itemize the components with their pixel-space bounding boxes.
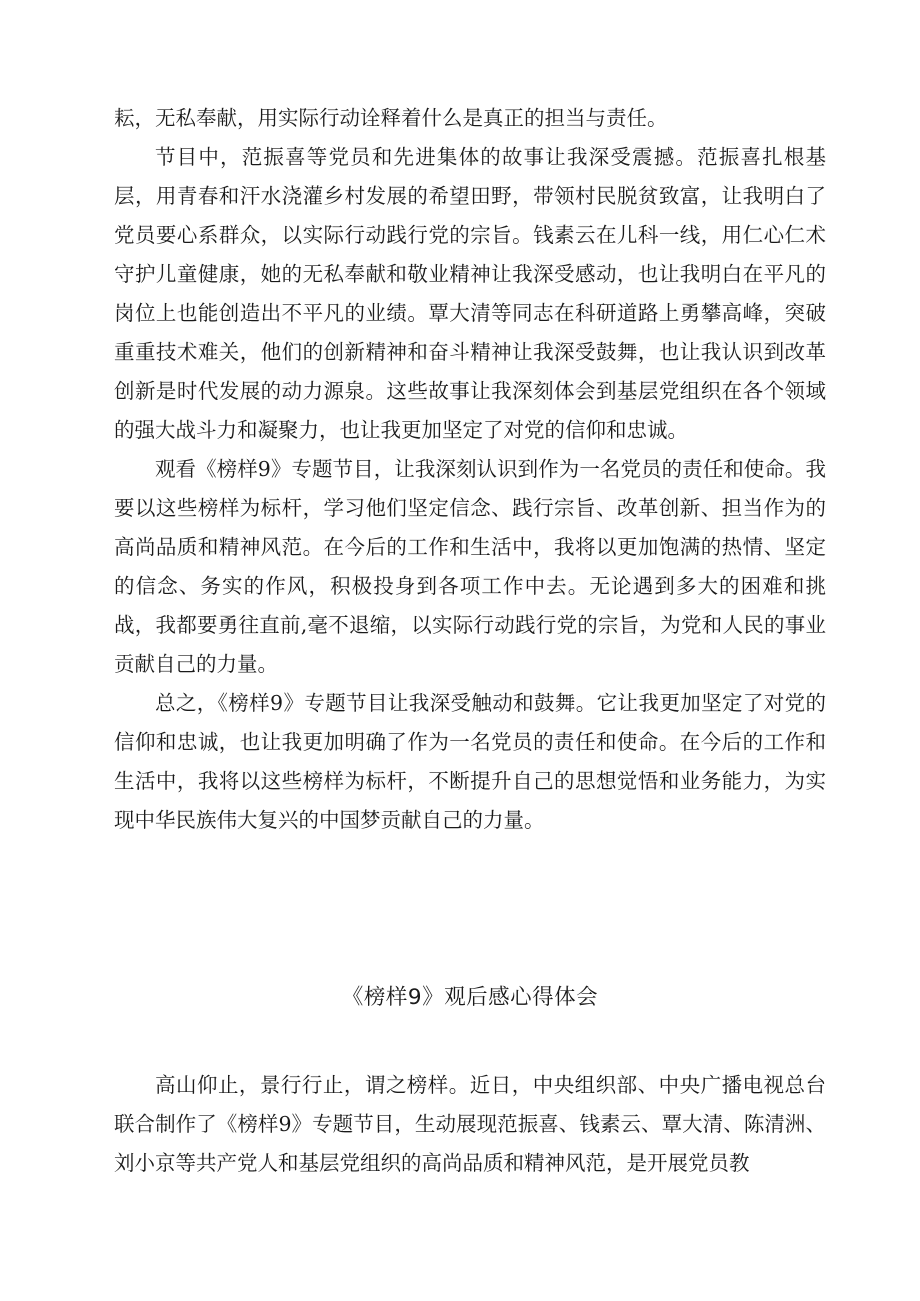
body-text-top: [114, 99, 826, 840]
paragraph: 观看《榜样9》专题节目，让我深刻认识到作为一名党员的责任和使命。我要以这些榜样为标杆，学习他们坚定信念、践行宗旨、改革创新、担当作为的高尚品质和精神风范。在今后的工作和生活中，我将以更加饱满的热情、坚定的信念、务实的作风，积极投身到各项工作中去。无论遇到多大的困难和挑战，我都要勇往直前,毫不退缩，以实际行动践行党的宗旨，为党和人民的事业贡献自己的力量。: [114, 457, 826, 676]
body-text-bottom: [114, 1066, 826, 1183]
paragraph-continuation: 耘，无私奉献，用实际行动诠释着什么是真正的担当与责任。: [114, 106, 668, 130]
paragraph: 高山仰止，景行行止，谓之榜样。近日，中央组织部、中央广播电视总台联合制作了《榜样9》专题节目，生动展现范振喜、钱素云、覃大清、陈清洲、刘小京等共产党人和基层党组织的高尚品质和精神风范，是开展党员教: [114, 1073, 826, 1175]
paragraph: 总之，《榜样9》专题节目让我深受触动和鼓舞。它让我更加坚定了对党的信仰和忠诚，也让我更加明确了作为一名党员的责任和使命。在今后的工作和生活中，我将以这些榜样为标杆，不断提升自己的思想觉悟和业务能力，为实现中华民族伟大复兴的中国梦贡献自己的力量。: [114, 691, 826, 832]
paragraph: 节目中，范振喜等党员和先进集体的故事让我深受震撼。范振喜扎根基层，用青春和汗水浇灌乡村发展的希望田野，带领村民脱贫致富，让我明白了党员要心系群众，以实际行动践行党的宗旨。钱素云在儿科一线，用仁心仁术守护儿童健康，她的无私奉献和敬业精神让我深受感动，也让我明白在平凡的岗位上也能创造出不平凡的业绩。覃大清等同志在科研道路上勇攀高峰，突破重重技术难关，他们的创新精神和奋斗精神让我深受鼓舞，也让我认识到改革创新是时代发展的动力源泉。这些故事让我深刻体会到基层党组织在各个领域的强大战斗力和凝聚力，也让我更加坚定了对党的信仰和忠诚。: [114, 145, 826, 442]
section-title: 《榜样9》观后感心得体会: [341, 985, 599, 1010]
